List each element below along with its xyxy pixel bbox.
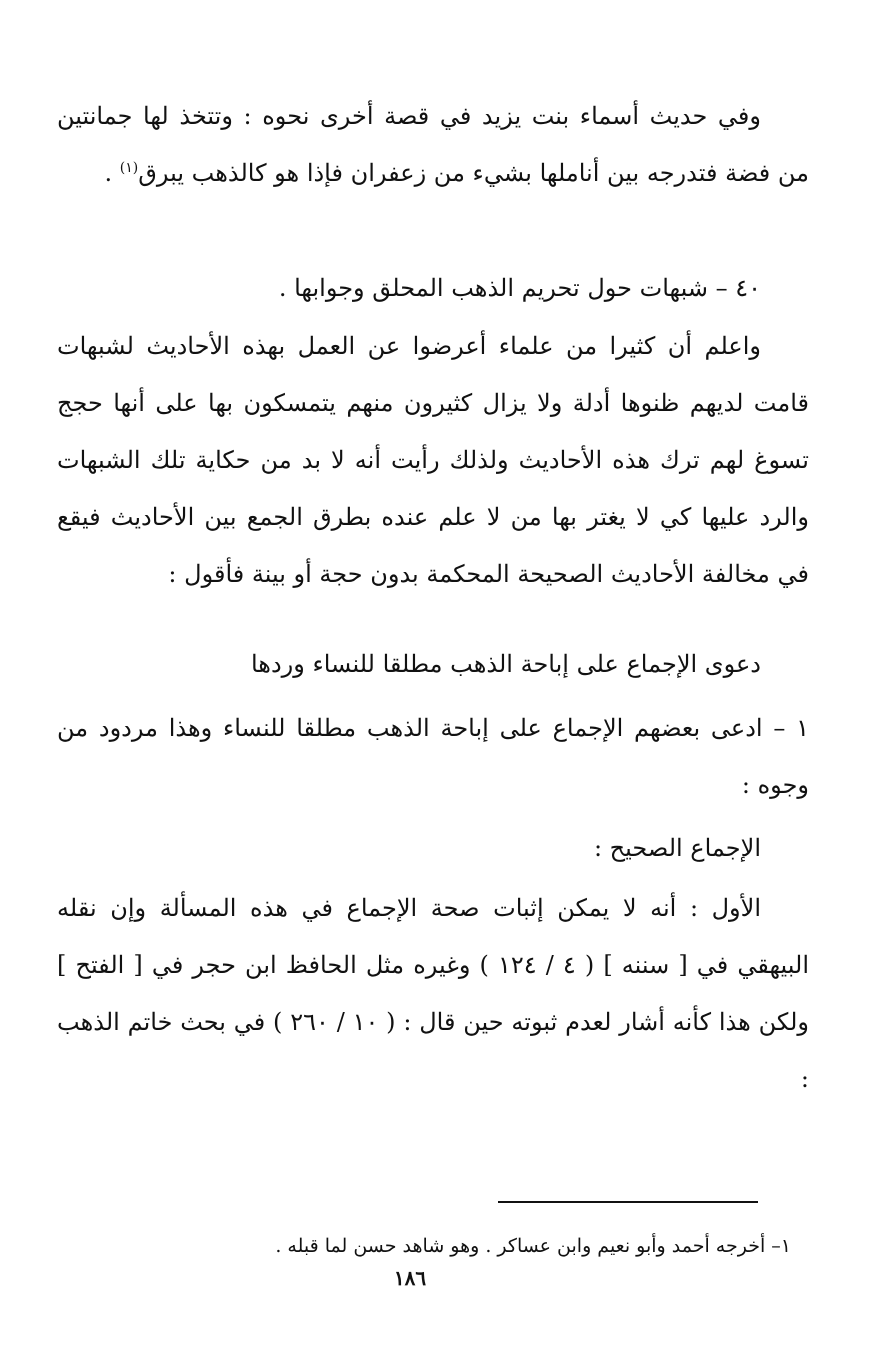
footnote-text: ١– أخرجه أحمد وأبو نعيم وابن عساكر . وهو شاهد حسن لما قبله .: [275, 1235, 791, 1257]
subheading-ijma-claim: دعوى الإجماع على إباحة الذهب مطلقا للنساء وردها: [250, 650, 761, 678]
footnote-marker: (١): [119, 160, 139, 176]
paragraph-doubts: واعلم أن كثيرا من علماء أعرضوا عن العمل بهذه الأحاديث لشبهات قامت لديهم ظنوها أدلة ولا يزال كثيرون منهم يتمسكون بها على أنها حجج تسوغ لهم ترك هذه الأحاديث ولذلك رأيت أنه لا بد من حكاية تلك الشبهات والرد عليها كي لا يغتر بها من لا علم عنده بطرق الجمع بين الأحاديث فيقع في مخالفة الأحاديث الصحيحة المحكمة بدون حجة أو بينة فأقول :: [57, 332, 809, 588]
paragraph-asma-hadith: [57, 88, 809, 202]
paragraph-claim-one: ١ – ادعى بعضهم الإجماع على إباحة الذهب مطلقا للنساء وهذا مردود من وجوه :: [57, 714, 809, 799]
subheading-correct-ijma: الإجماع الصحيح :: [593, 834, 761, 862]
footnote-divider: [498, 1201, 758, 1203]
section-heading-40: ٤٠ – شبهات حول تحريم الذهب المحلق وجوابها .: [278, 274, 761, 302]
paragraph-asma-end: .: [104, 159, 120, 187]
paragraph-first-point: الأول : أنه لا يمكن إثبات صحة الإجماع في هذه المسألة وإن نقله البيهقي في [ سننه ] ( ٤ / ١٢٤ ) وغيره مثل الحافظ ابن حجر في [ الفتح ] ولكن هذا كأنه أشار لعدم ثبوته حين قال : ( ١٠ / ٢٦٠ ) في بحث خاتم الذهب :: [57, 894, 809, 1093]
paragraph-asma-text: وفي حديث أسماء بنت يزيد في قصة أخرى نحوه : وتتخذ لها جمانتين من فضة فتدرجه بين أناملها بشيء من زعفران فإذا هو كالذهب يبرق: [57, 102, 809, 187]
page-number: ١٨٦: [393, 1266, 427, 1290]
